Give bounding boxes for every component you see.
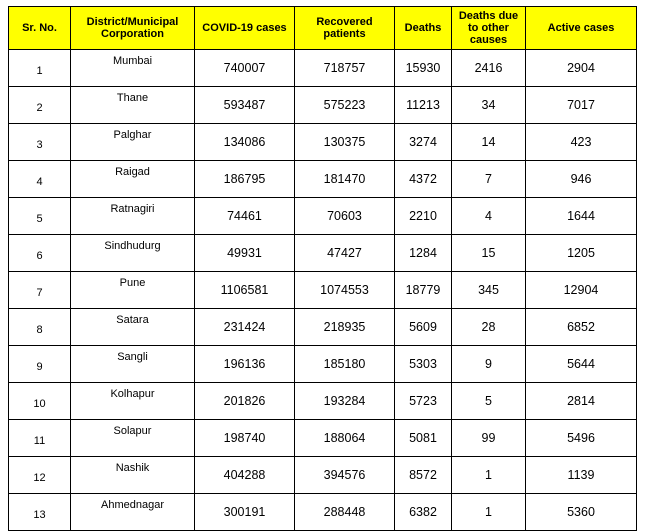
- recovered-cell: 47427: [295, 235, 395, 272]
- active-cell: 5360: [526, 494, 637, 531]
- sr-no-cell: 2: [9, 87, 71, 124]
- table-row: [9, 235, 637, 272]
- deaths-cell: 2210: [395, 198, 452, 235]
- sr-no-cell: 5: [9, 198, 71, 235]
- deaths-cell: 1284: [395, 235, 452, 272]
- header-covid-cases: COVID-19 cases: [195, 7, 295, 50]
- deaths-cell: 3274: [395, 124, 452, 161]
- sr-no-cell: 6: [9, 235, 71, 272]
- deaths-other-cell: 15: [452, 235, 526, 272]
- deaths-cell: 5609: [395, 309, 452, 346]
- active-cell: 7017: [526, 87, 637, 124]
- active-cell: 2814: [526, 383, 637, 420]
- covid-cases-cell: 404288: [195, 457, 295, 494]
- header-district: District/Municipal Corporation: [71, 7, 195, 50]
- recovered-cell: 181470: [295, 161, 395, 198]
- deaths-other-cell: 5: [452, 383, 526, 420]
- deaths-other-cell: 99: [452, 420, 526, 457]
- table-row: [9, 124, 637, 161]
- deaths-other-cell: 345: [452, 272, 526, 309]
- district-cell: Ratnagiri: [71, 198, 195, 235]
- deaths-cell: 6382: [395, 494, 452, 531]
- active-cell: 5496: [526, 420, 637, 457]
- deaths-other-cell: 14: [452, 124, 526, 161]
- table-row: [9, 383, 637, 420]
- district-cell: Mumbai: [71, 50, 195, 87]
- header-deaths: Deaths: [395, 7, 452, 50]
- covid-cases-cell: 196136: [195, 346, 295, 383]
- sr-no-cell: 8: [9, 309, 71, 346]
- covid-cases-cell: 49931: [195, 235, 295, 272]
- deaths-cell: 8572: [395, 457, 452, 494]
- active-cell: 6852: [526, 309, 637, 346]
- table-row: [9, 309, 637, 346]
- district-cell: Sindhudurg: [71, 235, 195, 272]
- table-row: [9, 87, 637, 124]
- deaths-cell: 15930: [395, 50, 452, 87]
- district-cell: Sangli: [71, 346, 195, 383]
- sr-no-cell: 4: [9, 161, 71, 198]
- covid-cases-cell: 1106581: [195, 272, 295, 309]
- recovered-cell: 130375: [295, 124, 395, 161]
- covid-cases-cell: 134086: [195, 124, 295, 161]
- deaths-other-cell: 1: [452, 457, 526, 494]
- covid-cases-cell: 186795: [195, 161, 295, 198]
- deaths-other-cell: 1: [452, 494, 526, 531]
- sr-no-cell: 12: [9, 457, 71, 494]
- table-row: [9, 198, 637, 235]
- deaths-other-cell: 7: [452, 161, 526, 198]
- sr-no-cell: 11: [9, 420, 71, 457]
- active-cell: 423: [526, 124, 637, 161]
- active-cell: 1139: [526, 457, 637, 494]
- header-sr-no: Sr. No.: [9, 7, 71, 50]
- deaths-other-cell: 9: [452, 346, 526, 383]
- district-cell: Ahmednagar: [71, 494, 195, 531]
- district-cell: Thane: [71, 87, 195, 124]
- sr-no-cell: 9: [9, 346, 71, 383]
- district-cell: Raigad: [71, 161, 195, 198]
- active-cell: 946: [526, 161, 637, 198]
- district-cell: Kolhapur: [71, 383, 195, 420]
- recovered-cell: 288448: [295, 494, 395, 531]
- header-active: Active cases: [526, 7, 637, 50]
- covid-cases-cell: 74461: [195, 198, 295, 235]
- recovered-cell: 218935: [295, 309, 395, 346]
- district-cell: Pune: [71, 272, 195, 309]
- recovered-cell: 185180: [295, 346, 395, 383]
- district-cell: Satara: [71, 309, 195, 346]
- deaths-cell: 5303: [395, 346, 452, 383]
- table-row: [9, 457, 637, 494]
- deaths-other-cell: 28: [452, 309, 526, 346]
- table-row: [9, 346, 637, 383]
- table-body: [9, 50, 637, 531]
- active-cell: 1644: [526, 198, 637, 235]
- deaths-cell: 18779: [395, 272, 452, 309]
- deaths-cell: 5723: [395, 383, 452, 420]
- sr-no-cell: 10: [9, 383, 71, 420]
- table-header-row: [9, 7, 637, 50]
- deaths-other-cell: 2416: [452, 50, 526, 87]
- sr-no-cell: 1: [9, 50, 71, 87]
- district-cell: Palghar: [71, 124, 195, 161]
- sr-no-cell: 3: [9, 124, 71, 161]
- sr-no-cell: 7: [9, 272, 71, 309]
- table-row: [9, 494, 637, 531]
- table-row: [9, 50, 637, 87]
- covid-cases-cell: 231424: [195, 309, 295, 346]
- deaths-cell: 11213: [395, 87, 452, 124]
- table-row: [9, 272, 637, 309]
- active-cell: 12904: [526, 272, 637, 309]
- covid-cases-cell: 201826: [195, 383, 295, 420]
- recovered-cell: 1074553: [295, 272, 395, 309]
- recovered-cell: 188064: [295, 420, 395, 457]
- sr-no-cell: 13: [9, 494, 71, 531]
- header-deaths-other: Deaths due to other causes: [452, 7, 526, 50]
- covid-cases-cell: 593487: [195, 87, 295, 124]
- district-covid-table: [8, 6, 637, 531]
- covid-cases-cell: 198740: [195, 420, 295, 457]
- recovered-cell: 193284: [295, 383, 395, 420]
- recovered-cell: 394576: [295, 457, 395, 494]
- deaths-cell: 5081: [395, 420, 452, 457]
- recovered-cell: 575223: [295, 87, 395, 124]
- active-cell: 5644: [526, 346, 637, 383]
- active-cell: 1205: [526, 235, 637, 272]
- district-cell: Nashik: [71, 457, 195, 494]
- district-cell: Solapur: [71, 420, 195, 457]
- table-row: [9, 161, 637, 198]
- deaths-other-cell: 4: [452, 198, 526, 235]
- deaths-cell: 4372: [395, 161, 452, 198]
- deaths-other-cell: 34: [452, 87, 526, 124]
- recovered-cell: 718757: [295, 50, 395, 87]
- header-recovered: Recovered patients: [295, 7, 395, 50]
- table-row: [9, 420, 637, 457]
- recovered-cell: 70603: [295, 198, 395, 235]
- covid-cases-cell: 740007: [195, 50, 295, 87]
- active-cell: 2904: [526, 50, 637, 87]
- covid-cases-cell: 300191: [195, 494, 295, 531]
